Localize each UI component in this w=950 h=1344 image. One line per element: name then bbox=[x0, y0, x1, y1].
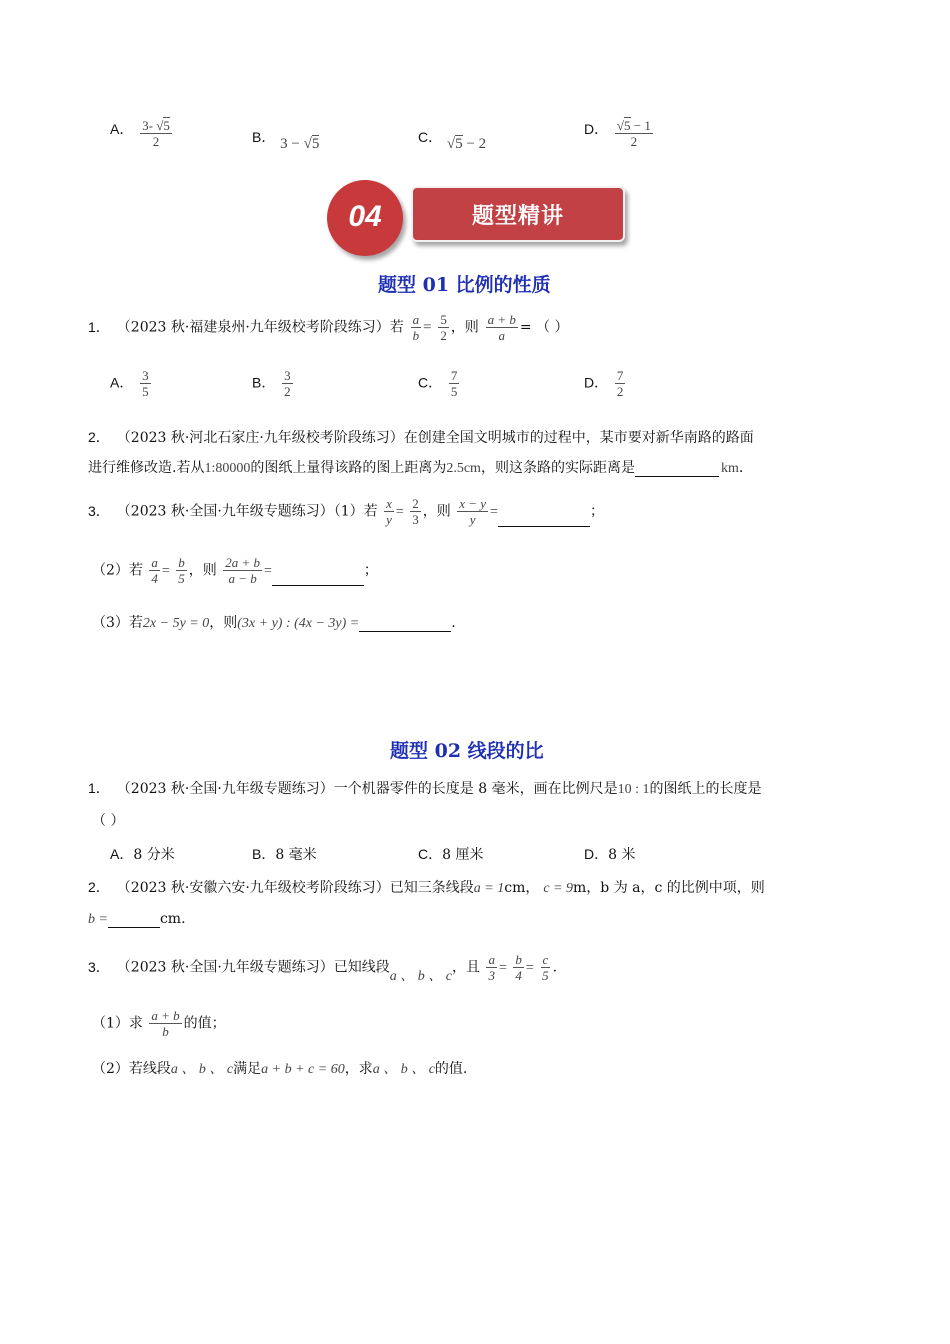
fraction-apb-a: $\frac{a + b}{a}$ bbox=[487, 312, 516, 343]
s1-question-3-part3: （3）若2x − 5y = 0，则(3x + y) : (4x − 3y) = . bbox=[92, 615, 456, 631]
s1-question-3: 3． （2023 秋·全国·九年级专题练习）（1）若 $\frac{x}{y}$ = $\frac{2}{3}$ ，则 $\frac{x - y}{y}$ = ； bbox=[88, 496, 604, 527]
prev-option-c: C． √5 − 2 bbox=[418, 129, 487, 152]
fraction-5-2: $\frac{5}{2}$ bbox=[440, 312, 447, 343]
option-fraction: $\frac{7}{5}$ bbox=[450, 368, 458, 399]
section-banner bbox=[411, 186, 625, 242]
s2-q1-option-b[interactable]: B．8 毫米 bbox=[252, 846, 317, 863]
s2-question-2: 2． （2023 秋·安徽六安·九年级校考阶段练习）已知三条线段a = 1cm， c = 9m，b 为 a，c 的比例中项，则 bbox=[88, 879, 765, 896]
s1-question-3-part2: （2）若 $\frac{a}{4}$ = $\frac{b}{5}$ ，则 $\frac{2a + b}{a - b}$ = ； bbox=[92, 555, 378, 586]
prev-option-b: B． 3 − √5 bbox=[252, 129, 320, 152]
answer-blank[interactable] bbox=[272, 571, 364, 586]
question-number: 2． bbox=[88, 429, 110, 445]
section-number-badge bbox=[327, 180, 403, 256]
section1-title: 题型 01 比例的性质 bbox=[378, 274, 551, 296]
answer-blank[interactable] bbox=[498, 512, 590, 527]
option-a-fraction: $\frac{3- √5}{2}$ bbox=[142, 118, 170, 149]
s2-question-2-line2: b = cm. bbox=[88, 911, 186, 927]
option-fraction: $\frac{3}{5}$ bbox=[142, 368, 149, 399]
option-label: C． bbox=[418, 129, 443, 145]
s2-q1-option-a[interactable]: A．8 分米 bbox=[110, 846, 175, 863]
question-number: 3． bbox=[88, 502, 110, 519]
question-number: 1． bbox=[88, 318, 110, 335]
section-number: 04 bbox=[348, 200, 382, 233]
question-number: 3． bbox=[88, 958, 110, 975]
s1-question-1: 1． （2023 秋·福建泉州·九年级校考阶段练习）若 $\frac{a}{b}$ = $\frac{5}{2}$ ，则 $\frac{a + b}{a}$ = （ ） bbox=[88, 312, 569, 343]
question-number: 1． bbox=[88, 780, 110, 796]
question-number: 2． bbox=[88, 879, 110, 895]
answer-blank[interactable] bbox=[635, 462, 719, 477]
s1-question-2: 2． （2023 秋·河北石家庄·九年级校考阶段练习）在创建全国文明城市的过程中，某市要对新华南路的路面 bbox=[88, 429, 754, 446]
question-source: （2023 秋·福建泉州·九年级校考阶段练习）若 bbox=[123, 319, 404, 336]
s2-question-3-part2: （2）若线段a 、 b 、 c满足a + b + c = 60，求a 、 b 、 c的值. bbox=[92, 1061, 468, 1077]
s2-question-3-part1: （1）求 $\frac{a + b}{b}$ 的值； bbox=[92, 1008, 226, 1039]
prev-option-a bbox=[110, 118, 174, 149]
s2-q1-option-d[interactable]: D．8 米 bbox=[584, 846, 636, 863]
fraction-a-b: $\frac{a}{b}$ bbox=[412, 312, 420, 343]
option-label: D． bbox=[584, 120, 609, 137]
section2-title: 题型 02 线段的比 bbox=[390, 740, 544, 762]
option-d-fraction: $\frac{√5 - 1}{2}$ bbox=[616, 118, 651, 149]
answer-blank[interactable] bbox=[359, 617, 451, 632]
s1-q1-option-d[interactable]: D． $\frac{7}{2}$ bbox=[584, 368, 624, 399]
option-label: B． bbox=[252, 129, 276, 145]
s2-question-1-paren: （ ） bbox=[92, 813, 125, 829]
s2-question-3: 3． （2023 秋·全国·九年级专题练习）已知线段a 、 b 、 c，且 $\frac{a}{3}$ = $\frac{b}{4}$ = $\frac{c}{5}$ . bbox=[88, 952, 558, 984]
option-fraction: $\frac{3}{2}$ bbox=[284, 368, 291, 399]
prev-option-d bbox=[584, 118, 655, 149]
section-banner-title: 题型精讲 bbox=[471, 204, 564, 229]
s2-question-1: 1． （2023 秋·全国·九年级专题练习）一个机器零件的长度是 8 毫米，画在比例尺是10 : 1的图纸上的长度是 bbox=[88, 780, 762, 797]
s1-q1-option-c[interactable]: C． $\frac{7}{5}$ bbox=[418, 368, 458, 399]
s2-q1-option-c[interactable]: C．8 厘米 bbox=[418, 846, 484, 863]
s1-question-2-line2: 进行维修改造.若从1:80000的图纸上量得该路的图上距离为2.5cm，则这条路的实际距离是 km. bbox=[88, 460, 744, 476]
answer-blank[interactable] bbox=[108, 913, 160, 928]
option-label: A． bbox=[110, 120, 134, 137]
s1-q1-option-b[interactable]: B． $\frac{3}{2}$ bbox=[252, 368, 291, 399]
option-fraction: $\frac{7}{2}$ bbox=[616, 368, 624, 399]
s1-q1-option-a[interactable]: A． $\frac{3}{5}$ bbox=[110, 368, 149, 399]
